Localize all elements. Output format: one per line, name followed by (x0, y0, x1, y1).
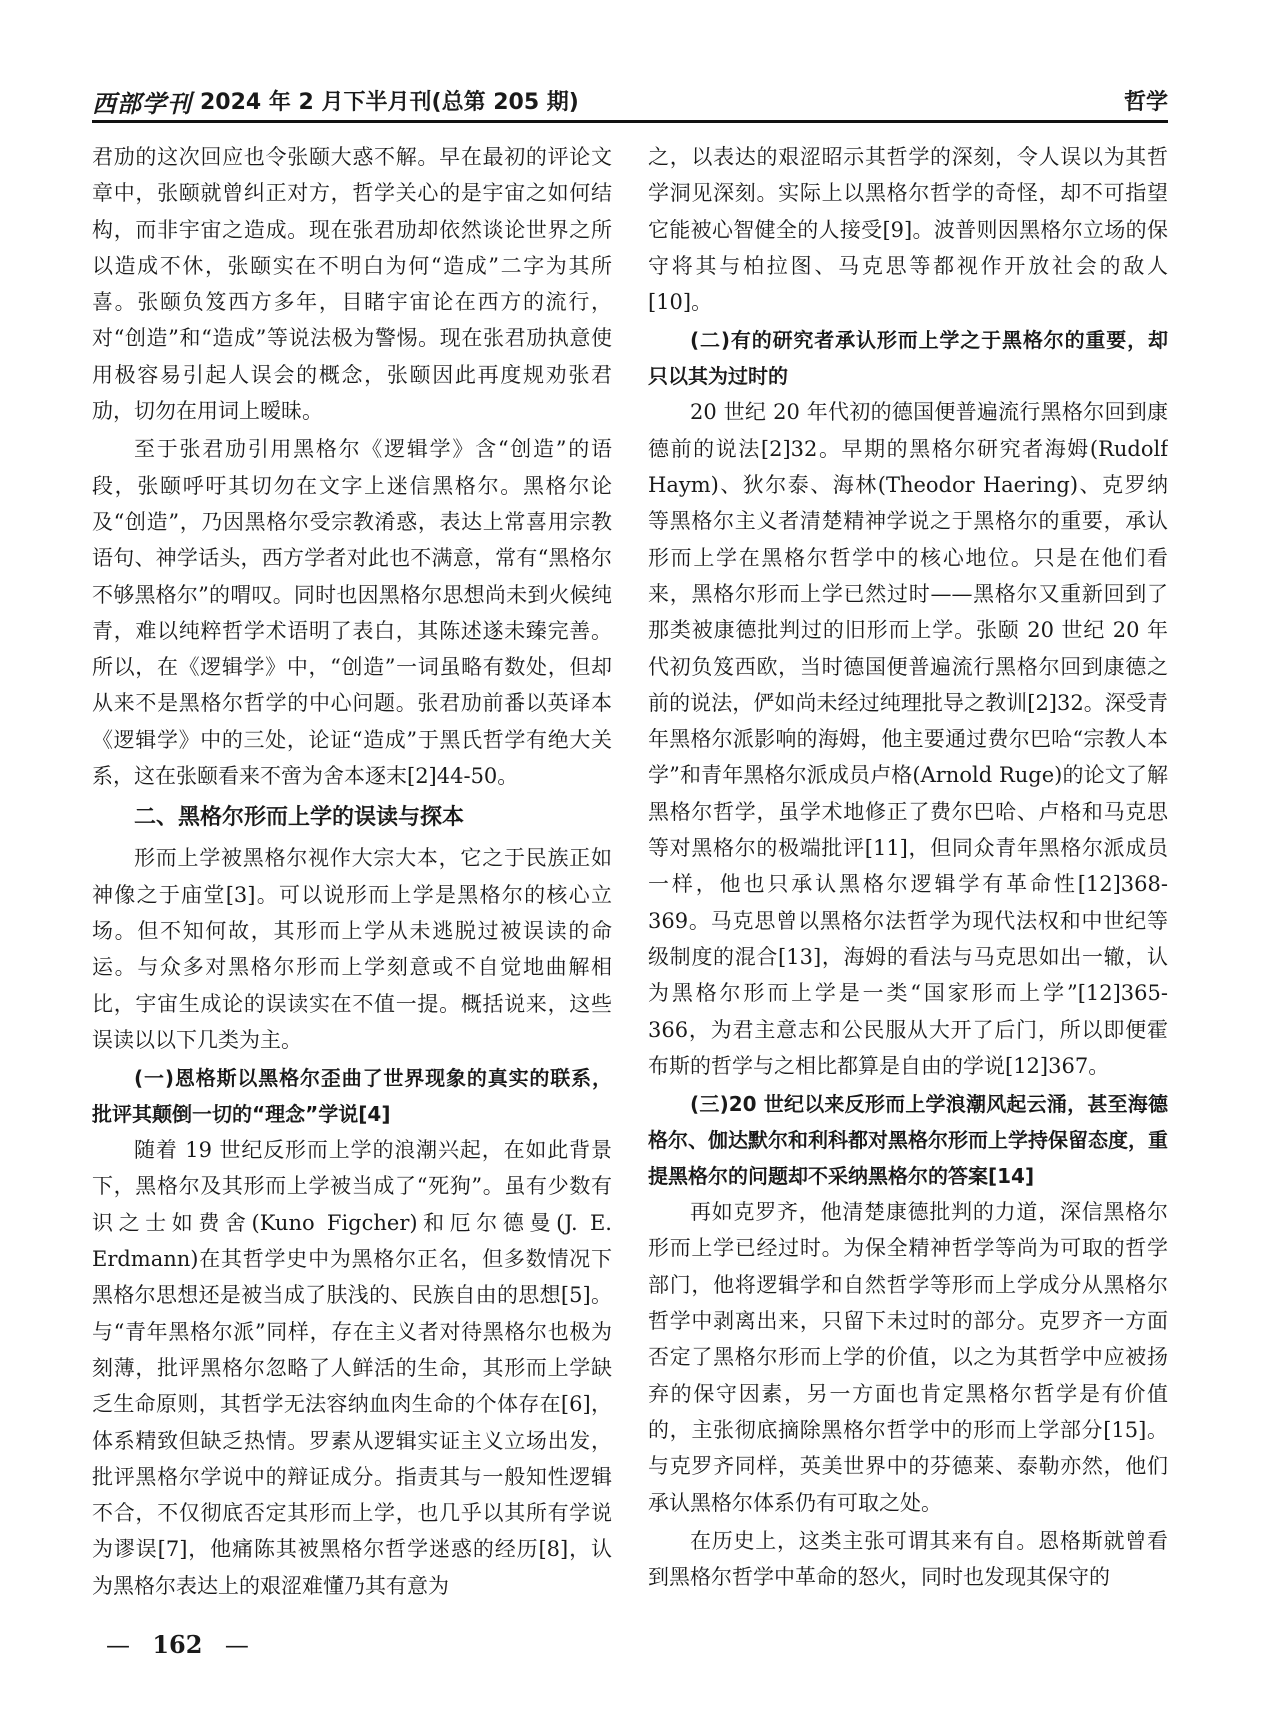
paragraph: 20 世纪 20 年代初的德国便普遍流行黑格尔回到康德前的说法[2]32。早期的黑格尔研究者海姆(Rudolf Haym)、狄尔泰、海林(Theodor Haering)、克罗纳等黑格尔主义者清楚精神学说之于黑格尔的重要，承认形而上学在黑格尔哲学中的核心地位。只是在他们看来，黑格尔形而上学已然过时——黑格尔又重新回到了那类被康德批判过的旧形而上学。张颐 20 世纪 20 年代初负笈西欧，当时德国便普遍流行黑格尔回到康德之前的说法，俨如尚未经过纯理批导之教训[2]32。深受青年黑格尔派影响的海姆，他主要通过费尔巴哈“宗教人本学”和青年黑格尔派成员卢格(Arnold Ruge)的论文了解黑格尔哲学，虽学术地修正了费尔巴哈、卢格和马克思等对黑格尔的极端批评[11]，但同众青年黑格尔派成员一样，他也只承认黑格尔逻辑学有革命性[12]368-369。马克思曾以黑格尔法哲学为现代法权和中世纪等级制度的混合[13]，海姆的看法与马克思如出一辙，认为黑格尔形而上学是一类“国家形而上学”[12]365-366，为君主意志和公民服从大开了后门，所以即便霍布斯的哲学与之相比都算是自由的学说[12]367。 (648, 400, 1168, 1078)
paragraph: 君劢的这次回应也令张颐大惑不解。早在最初的评论文章中，张颐就曾纠正对方，哲学关心的是宇宙之如何结构，而非宇宙之造成。现在张君劢却依然谈论世界之所以造成不休，张颐实在不明白为何“造成”二字为其所喜。张颐负笈西方多年，目睹宇宙论在西方的流行，对“创造”和“造成”等说法极为警惕。现在张君劢执意使用极容易引起人误会的概念，张颐因此再度规劝张君劢，切勿在用词上暧昧。 (92, 145, 612, 424)
subsection-heading: (三)20 世纪以来反形而上学浪潮风起云涌，甚至海德格尔、伽达默尔和利科都对黑格尔形而上学持保留态度，重提黑格尔的问题却不采纳黑格尔的答案[14] (648, 1092, 1168, 1189)
section-label: 哲学 (1123, 90, 1168, 115)
subsection-heading: (一)恩格斯以黑格尔歪曲了世界现象的真实的联系，批评其颠倒一切的“理念”学说[4] (92, 1066, 612, 1127)
issue-info: 2024 年 2 月下半月刊(总第 205 期) (200, 90, 579, 115)
right-column (648, 139, 1168, 1604)
page-number: 162 (152, 1630, 203, 1659)
subsection-heading: (二)有的研究者承认形而上学之于黑格尔的重要，却只以其为过时的 (648, 328, 1168, 389)
running-header (92, 82, 1168, 123)
paragraph: 在历史上，这类主张可谓其来有自。恩格斯就曾看到黑格尔哲学中革命的怒火，同时也发现其保守的 (648, 1528, 1168, 1590)
paragraph: 之，以表达的艰涩昭示其哲学的深刻，令人误以为其哲学洞见深刻。实际上以黑格尔哲学的奇怪，却不可指望它能被心智健全的人接受[9]。波普则因黑格尔立场的保守将其与柏拉图、马克思等都视作开放社会的敌人[10]。 (648, 145, 1168, 315)
paragraph: 至于张君劢引用黑格尔《逻辑学》含“创造”的语段，张颐呼吁其切勿在文字上迷信黑格尔。黑格尔论及“创造”，乃因黑格尔受宗教淆惑，表达上常喜用宗教语句、神学话头，西方学者对此也不满意，常有“黑格尔不够黑格尔”的喟叹。同时也因黑格尔思想尚未到火候纯青，难以纯粹哲学术语明了表白，其陈述遂未臻完善。所以，在《逻辑学》中，“创造”一词虽略有数处，但却从来不是黑格尔哲学的中心问题。张君劢前番以英译本《逻辑学》中的三处，论证“造成”于黑氏哲学有绝大关系，这在张颐看来不啻为舍本逐末[2]44-50。 (92, 437, 612, 789)
section-heading: 二、黑格尔形而上学的误读与探本 (134, 805, 465, 831)
footer-dash-right: — (224, 1631, 249, 1659)
footer-dash-left: — (106, 1631, 130, 1659)
paragraph: 形而上学被黑格尔视作大宗大本，它之于民族正如神像之于庙堂[3]。可以说形而上学是黑格尔的核心立场。但不知何故，其形而上学从未逃脱过被误读的命运。与众多对黑格尔形而上学刻意或不自觉地曲解相比，宇宙生成论的误读实在不值一提。概括说来，这些误读以以下几类为主。 (92, 846, 612, 1052)
page-footer (92, 1630, 263, 1659)
paragraph: 再如克罗齐，他清楚康德批判的力道，深信黑格尔形而上学已经过时。为保全精神哲学等尚为可取的哲学部门，他将逻辑学和自然哲学等形而上学成分从黑格尔哲学中剥离出来，只留下未过时的部分。克罗齐一方面否定了黑格尔形而上学的价值，以之为其哲学中应被扬弃的保守因素，另一方面也肯定黑格尔哲学是有价值的，主张彻底摘除黑格尔哲学中的形而上学部分[15]。与克罗齐同样，英美世界中的芬德莱、泰勒亦然，他们承认黑格尔体系仍有可取之处。 (648, 1200, 1168, 1515)
journal-logo: 西部学刊 (92, 89, 192, 118)
left-column (92, 139, 612, 1604)
paragraph: 随着 19 世纪反形而上学的浪潮兴起，在如此背景下，黑格尔及其形而上学被当成了“死狗”。虽有少数有识之士如费舍(Kuno Figcher)和厄尔德曼(J. E. Erdmann)在其哲学史中为黑格尔正名，但多数情况下黑格尔思想还是被当成了肤浅的、民族自由的思想[5]。与“青年黑格尔派”同样，存在主义者对待黑格尔也极为刻薄，批评黑格尔忽略了人鲜活的生命，其形而上学缺乏生命原则，其哲学无法容纳血肉生命的个体存在[6]，体系精致但缺乏热情。罗素从逻辑实证主义立场出发，批评黑格尔学说中的辩证成分。指责其与一般知性逻辑不合，不仅彻底否定其形而上学，也几乎以其所有学说为谬误[7]，他痛陈其被黑格尔哲学迷惑的经历[8]，认为黑格尔表达上的艰涩难懂乃其有意为 (92, 1138, 612, 1598)
